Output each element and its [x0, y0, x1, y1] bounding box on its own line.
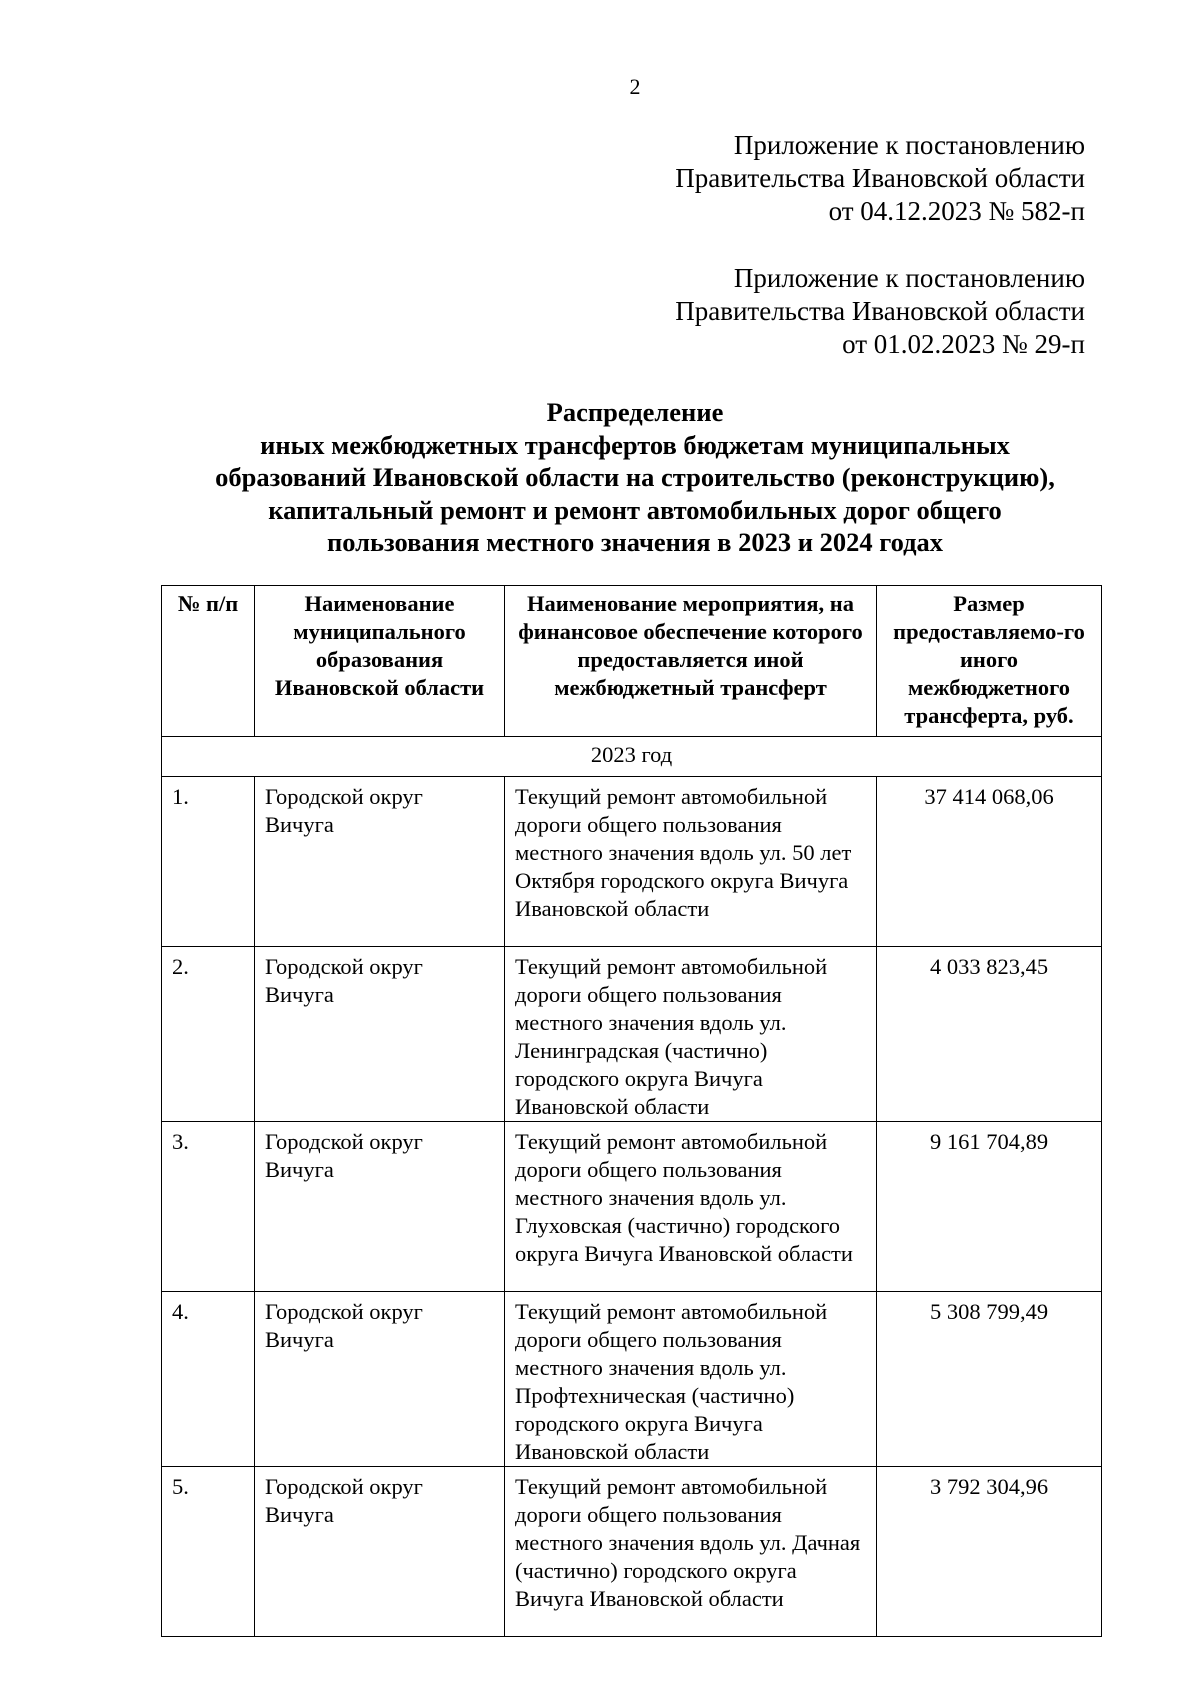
title-line: образований Ивановской области на строительство (реконструкцию),	[215, 462, 1055, 492]
page-number: 2	[629, 74, 641, 99]
row-amount: 5 308 799,49	[877, 1292, 1102, 1467]
header-municipality: Наименование муниципального образования Ивановской области	[255, 586, 505, 737]
row-number: 4.	[162, 1292, 255, 1467]
row-amount: 9 161 704,89	[877, 1122, 1102, 1292]
row-number: 3.	[162, 1122, 255, 1292]
title-line: Распределение	[546, 397, 724, 427]
row-event: Текущий ремонт автомобильной дороги общего пользования местного значения вдоль ул. Профтехническая (частично) городского округа Вичуга Ивановской области	[505, 1292, 877, 1467]
row-event: Текущий ремонт автомобильной дороги общего пользования местного значения вдоль ул. Ленинградская (частично) городского округа Вичуга Ивановской области	[505, 947, 877, 1122]
row-number: 5.	[162, 1467, 255, 1637]
header-amount: Размер предоставляемо-го иного межбюджетного трансферта, руб.	[877, 586, 1102, 737]
annex-previous-line-2: Правительства Ивановской области	[675, 296, 1085, 326]
row-number: 1.	[162, 777, 255, 947]
row-municipality: Городской округ Вичуга	[255, 947, 505, 1122]
year-row	[162, 737, 1102, 777]
title-line: иных межбюджетных трансфертов бюджетам муниципальных	[260, 429, 1010, 460]
row-event: Текущий ремонт автомобильной дороги общего пользования местного значения вдоль ул. 50 лет Октября городского округа Вичуга Ивановской области	[505, 777, 877, 947]
row-amount: 37 414 068,06	[877, 777, 1102, 947]
annex-current-line-1: Приложение к постановлению	[733, 130, 1085, 160]
row-municipality: Городской округ Вичуга	[255, 1467, 505, 1637]
table-row	[162, 1122, 1102, 1292]
header-event: Наименование мероприятия, на финансовое обеспечение которого предоставляется иной межбюджетный трансферт	[505, 586, 877, 737]
row-municipality: Городской округ Вичуга	[255, 777, 505, 947]
row-event: Текущий ремонт автомобильной дороги общего пользования местного значения вдоль ул. Глуховская (частично) городского округа Вичуга Ивановской области	[505, 1122, 877, 1292]
table-row	[162, 1292, 1102, 1467]
table-row	[162, 777, 1102, 947]
row-amount: 4 033 823,45	[877, 947, 1102, 1122]
annex-previous-line-3: от 01.02.2023 № 29-п	[842, 329, 1085, 359]
title-line: пользования местного значения в 2023 и 2024 годах	[326, 527, 944, 557]
header-number: № п/п	[162, 586, 255, 737]
annex-previous-line-1: Приложение к постановлению	[733, 263, 1085, 293]
table-row	[162, 1467, 1102, 1637]
table-row	[162, 947, 1102, 1122]
annex-current	[485, 129, 1085, 228]
row-municipality: Городской округ Вичуга	[255, 1292, 505, 1467]
annex-current-line-2: Правительства Ивановской области	[675, 163, 1085, 193]
row-number: 2.	[162, 947, 255, 1122]
transfers-table	[161, 585, 1102, 1637]
row-event: Текущий ремонт автомобильной дороги общего пользования местного значения вдоль ул. Дачная (частично) городского округа Вичуга Ивановской области	[505, 1467, 877, 1637]
year-label: 2023 год	[162, 737, 1102, 777]
document-title	[150, 396, 1120, 559]
table-header-row	[162, 586, 1102, 737]
row-municipality: Городской округ Вичуга	[255, 1122, 505, 1292]
annex-current-line-3: от 04.12.2023 № 582-п	[828, 196, 1085, 226]
annex-previous	[485, 262, 1085, 361]
title-line: капитальный ремонт и ремонт автомобильных дорог общего	[268, 494, 1002, 525]
row-amount: 3 792 304,96	[877, 1467, 1102, 1637]
